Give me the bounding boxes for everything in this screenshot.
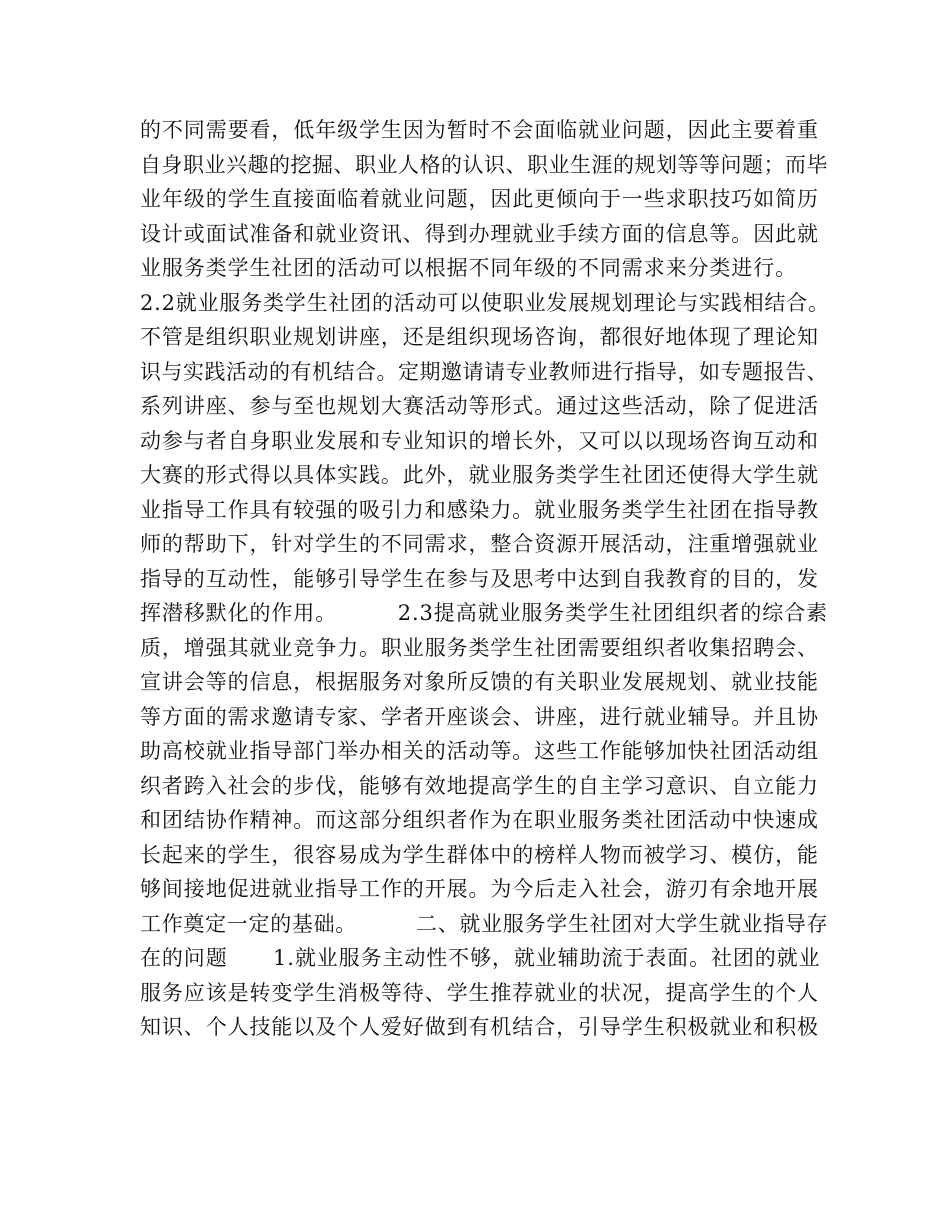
- text-line: 自身职业兴趣的挖掘、职业人格的认识、职业生涯的规划等等问题；而毕: [140, 152, 828, 177]
- text-line: 宣讲会等的信息，根据服务对象所反馈的有关职业发展规划、就业技能: [140, 670, 819, 694]
- text-line: 大赛的形式得以具体实践。此外，就业服务类学生社团还使得大学生就: [140, 463, 819, 487]
- text-line: 工作奠定一定的基础。 二、就业服务学生社团对大学生就业指导存: [140, 911, 829, 936]
- text-line: 和团结协作精神。而这部分组织者作为在职业服务类社团活动中快速成: [140, 808, 819, 832]
- text-line: 助高校就业指导部门举办相关的活动等。这些工作能够加快社团活动组: [140, 739, 819, 763]
- text-line: 业年级的学生直接面临着就业问题，因此更倾向于一些求职技巧如简历: [140, 187, 819, 211]
- text-line: 够间接地促进就业指导工作的开展。为今后走入社会，游刃有余地开展: [140, 877, 819, 901]
- text-line: 业服务类学生社团的活动可以根据不同年级的不同需求来分类进行。: [140, 256, 797, 280]
- text-line: 设计或面试准备和就业资讯、得到办理就业手续方面的信息等。因此就: [140, 221, 819, 246]
- text-line: 服务应该是转变学生消极等待、学生推荐就业的状况，提高学生的个人: [140, 980, 819, 1005]
- text-line: 在的问题 1.就业服务主动性不够，就业辅助流于表面。社团的就业: [140, 946, 821, 970]
- text-line: 等方面的需求邀请专家、学者开座谈会、讲座，进行就业辅导。并且协: [140, 704, 819, 729]
- text-line: 2.2就业服务类学生社团的活动可以使职业发展规划理论与实践相结合。: [140, 290, 830, 315]
- text-line: 的不同需要看，低年级学生因为暂时不会面临就业问题，因此主要着重: [140, 118, 819, 142]
- text-line: 长起来的学生，很容易成为学生群体中的榜样人物而被学习、模仿，能: [140, 842, 819, 867]
- text-line: 挥潜移默化的作用。 2.3提高就业服务类学生社团组织者的综合素: [140, 601, 828, 625]
- text-line: 知识、个人技能以及个人爱好做到有机结合，引导学生积极就业和积极: [140, 1015, 819, 1039]
- text-line: 质，增强其就业竞争力。职业服务类学生社团需要组织者收集招聘会、: [140, 635, 819, 660]
- text-line: 不管是组织职业规划讲座，还是组织现场咨询，都很好地体现了理论知: [140, 325, 819, 349]
- text-line: 织者跨入社会的步伐，能够有效地提高学生的自主学习意识、自立能力: [140, 773, 819, 798]
- text-line: 识与实践活动的有机结合。定期邀请请专业教师进行指导，如专题报告、: [140, 359, 828, 384]
- text-line: 师的帮助下，针对学生的不同需求，整合资源开展活动，注重增强就业: [140, 532, 819, 556]
- text-line: 业指导工作具有较强的吸引力和感染力。就业服务类学生社团在指导教: [140, 497, 819, 522]
- text-line: 动参与者自身职业发展和专业知识的增长外，又可以以现场咨询互动和: [140, 428, 819, 453]
- body-text: [140, 113, 830, 1045]
- text-line: 指导的互动性，能够引导学生在参与及思考中达到自我教育的目的，发: [140, 566, 819, 591]
- text-line: 系列讲座、参与至也规划大赛活动等形式。通过这些活动，除了促进活: [140, 394, 819, 418]
